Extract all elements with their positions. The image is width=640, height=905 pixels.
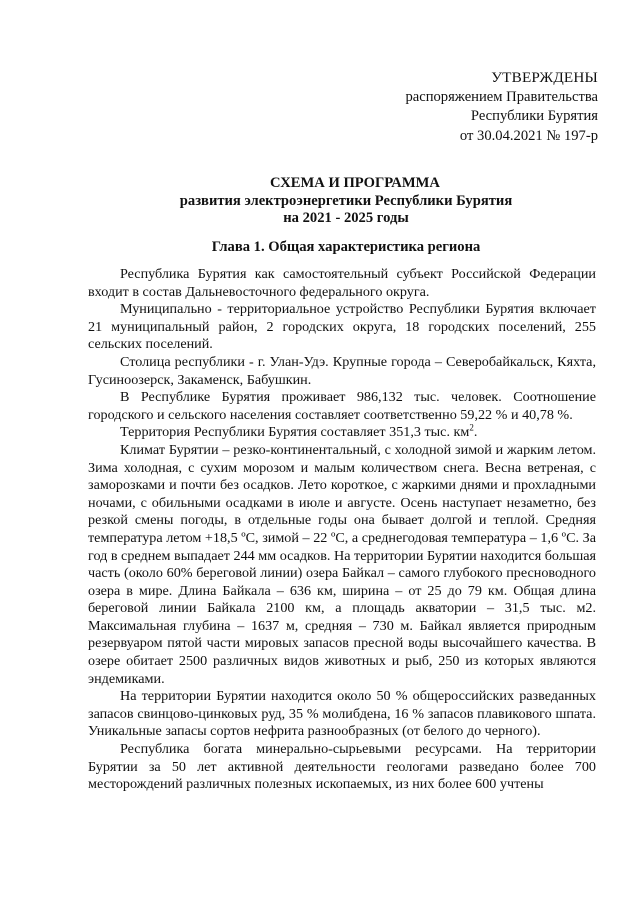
title-line-1: СХЕМА И ПРОГРАММА — [270, 175, 440, 191]
paragraph: Республика богата минерально-сырьевыми ресурсами. На территории Бурятии за 50 лет активной деятельности геологами разведано более 700 месторождений различных полезных ископаемых, из них более 600 учтены — [88, 741, 596, 793]
paragraph: На территории Бурятии находится около 50 % общероссийских разведанных запасов свинцово-цинковых руд, 35 % молибдена, 16 % запасов плавикового шпата. Уникальные запасы сортов нефрита разнообразных (от белого до черного). — [88, 688, 596, 740]
approval-title: УТВЕРЖДЕНЫ — [491, 69, 598, 86]
approval-line-authority: распоряжением Правительства — [405, 88, 598, 105]
paragraph-territory — [88, 424, 596, 442]
document-body — [88, 266, 596, 794]
approval-line-date: от 30.04.2021 № 197-р — [459, 127, 598, 144]
title-line-2: развития электроэнергетики Республики Бурятия — [179, 192, 513, 209]
paragraph: Климат Бурятии – резко-континентальный, с холодной зимой и жарким летом. Зима холодная, с сухим морозом и малым количеством снега. Весна ветреная, с заморозками и почти без осадков. Лето короткое, с жаркими днями и прохладными ночами, с обильными осадками в июле и августе. Осень наступает незаметно, без резкой смены погоды, в отдельные годы она бывает долгой и теплой. Средняя температура летом +18,5 ºС, зимой – 22 ºС, а среднегодовая температура – 1,6 ºС. За год в среднем выпадает 244 мм осадков. На территории Бурятии находится большая часть (около 60% береговой линии) озера Байкал – самого глубокого пресноводного озера в мире. Длина Байкала – 636 км, ширина – от 25 до 79 км. Общая длина береговой линии Байкала 2100 км, а площадь акватории – 31,5 тыс. м2. Максимальная глубина – 1637 м, средняя – 730 м. Байкал является природным резервуаром пятой части мировых запасов пресной воды высочайшего качества. В озере обитает 2500 различных видов животных и рыб, 250 из которых являются эндемиками. — [88, 441, 596, 687]
paragraph: В Республике Бурятия проживает 986,132 тыс. человек. Соотношение городского и сельского населения составляет соответственно 59,22 % и 40,78 %. — [88, 389, 596, 423]
paragraph: Республика Бурятия как самостоятельный субъект Российской Федерации входит в состав Дальневосточного федерального округа. — [88, 266, 596, 300]
document-title — [0, 175, 640, 228]
paragraph: Столица республики - г. Улан-Удэ. Крупные города – Северобайкальск, Кяхта, Гусиноозерск, Закаменск, Бабушкин. — [88, 353, 596, 388]
territory-suffix: . — [473, 424, 478, 441]
approval-stamp — [405, 68, 598, 146]
territory-text: Территория Республики Бурятия составляет 351,3 тыс. км — [120, 424, 470, 441]
title-line-3: на 2021 - 2025 годы — [283, 210, 409, 227]
paragraph: Муниципально - территориальное устройство Республики Бурятия включает 21 муниципальный район, 2 городских округа, 18 городских поселений, 255 сельских поселений. — [88, 301, 596, 353]
chapter-heading: Глава 1. Общая характеристика региона — [211, 239, 481, 255]
territory-superscript: 2 — [469, 422, 474, 433]
approval-line-republic: Республики Бурятия — [470, 108, 598, 125]
